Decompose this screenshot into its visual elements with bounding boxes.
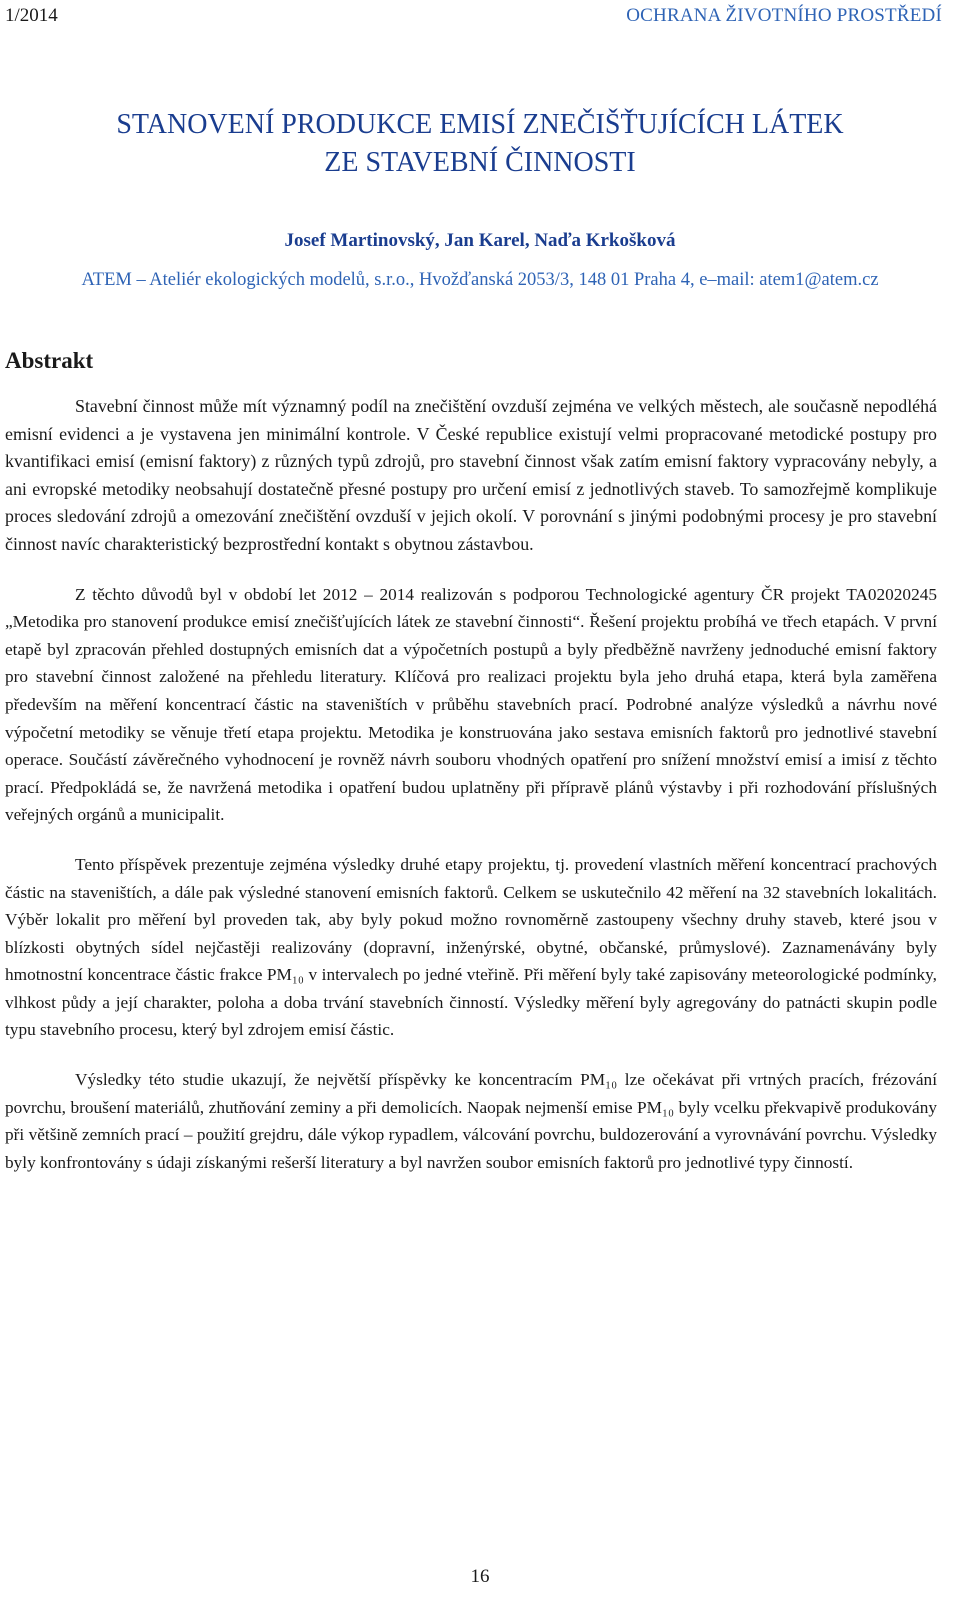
paragraph-1: Stavební činnost může mít významný podíl na znečištění ovzduší zejména ve velkých městech, ale současně nepodléhá emisní evidenci a je vystavena jen minimální kontrole. V České republice existují velmi propracované metodické postupy pro kvantifikaci emisí (emisní faktory) z různých typů zdrojů, pro stavební činnost však zatím emisní faktory vypracovány nebyly, a ani evropské metodiky neobsahují dostatečně přesné postupy pro určení emisí z jednotlivých staveb. To samozřejmě komplikuje proces sledování zdrojů a omezování znečištění ovzduší v jejich okolí. V porovnání s jinými podobnými procesy je pro stavební činnost navíc charakteristický bezprostřední kontakt s obytnou zástavbou. <box>5 396 937 554</box>
title-line-2: ZE STAVEBNÍ ČINNOSTI <box>324 147 636 178</box>
paragraph-2: Z těchto důvodů byl v období let 2012 – 2014 realizován s podporou Technologické agentury ČR projekt TA02020245 „Metodika pro stanovení produkce emisí znečišťujících látek ze stavební činnosti“. Řešení projektu probíhá ve třech etapách. V první etapě byl zpracován přehled dostupných emisních dat a výpočetních postupů a byly předběžně navrženy jednoduché emisní faktory pro stavební činnost založené na přehledu literatury. Klíčová pro realizaci projektu byla jeho druhá etapa, která byla zaměřena především na měření koncentrací částic na staveništích v průběhu stavebních prací. Podrobné analýze výsledků a návrhu nové výpočetní metodiky se věnuje třetí etapa projektu. Metodika je konstruována jako sestava emisních faktorů pro jednotlivé stavební operace. Součástí závěrečného vyhodnocení je rovněž návrh souboru vhodných opatření pro snížení množství emisí a imisí z těchto prací. Předpokládá se, že navržená metodika i opatření budou uplatněny při přípravě plánů výstavby i při rozhodování příslušných veřejných orgánů a municipalit. <box>5 584 937 825</box>
journal-name: OCHRANA ŽIVOTNÍHO PROSTŘEDÍ <box>626 5 942 26</box>
authors: Josef Martinovský, Jan Karel, Naďa Krkošková <box>284 230 676 251</box>
paragraph-4: Výsledky této studie ukazují, že největší příspěvky ke koncentracím PM₁₀ lze očekávat při vrtných pracích, frézování povrchu, broušení materiálů, zhutňování zeminy a při demolicích. Naopak nejmenší emise PM₁₀ byly vcelku překvapivě produkovány při většině zemních prací – použití grejdru, dále výkop rypadlem, válcování povrchu, buldozerování a vyrovnávání povrchu. Výsledky byly konfrontovány s údaji získanými rešerší literatury a byl navržen soubor emisních faktorů pro jednotlivé typy činností. <box>5 1070 937 1172</box>
page-number: 16 <box>470 1566 490 1587</box>
abstract-body <box>5 393 937 1198</box>
issue-number: 1/2014 <box>5 5 58 26</box>
abstract-heading: Abstrakt <box>5 348 94 373</box>
paragraph-3: Tento příspěvek prezentuje zejména výsledky druhé etapy projektu, tj. provedení vlastních měření koncentrací prachových částic na staveništích, a dále pak výsledné stanovení emisních faktorů. Celkem se uskutečnilo 42 měření na 32 stavebních lokalitách. Výběr lokalit pro měření byl proveden tak, aby byly pokud možno rovnoměrně zastoupeny všechny druhy staveb, které jsou v blízkosti obytných sídel nejčastěji realizovány (dopravní, inženýrské, obytné, občanské, průmyslové). Zaznamenávány byly hmotnostní koncentrace částic frakce PM₁₀ v intervalech po jedné vteřině. Při měření byly také zapisovány meteorologické podmínky, vlhkost půdy a její charakter, poloha a doba trvání stavebních činností. Výsledky měření byly agregovány do patnácti skupin podle typu stavebního procesu, který byl zdrojem emisí částic. <box>5 854 937 1040</box>
title-line-1: STANOVENÍ PRODUKCE EMISÍ ZNEČIŠŤUJÍCÍCH LÁTEK <box>116 109 844 140</box>
article-title <box>0 106 960 182</box>
affiliation: ATEM – Ateliér ekologických modelů, s.r.o., Hvožďanská 2053/3, 148 01 Praha 4, e–mail: atem1@atem.cz <box>81 270 879 290</box>
